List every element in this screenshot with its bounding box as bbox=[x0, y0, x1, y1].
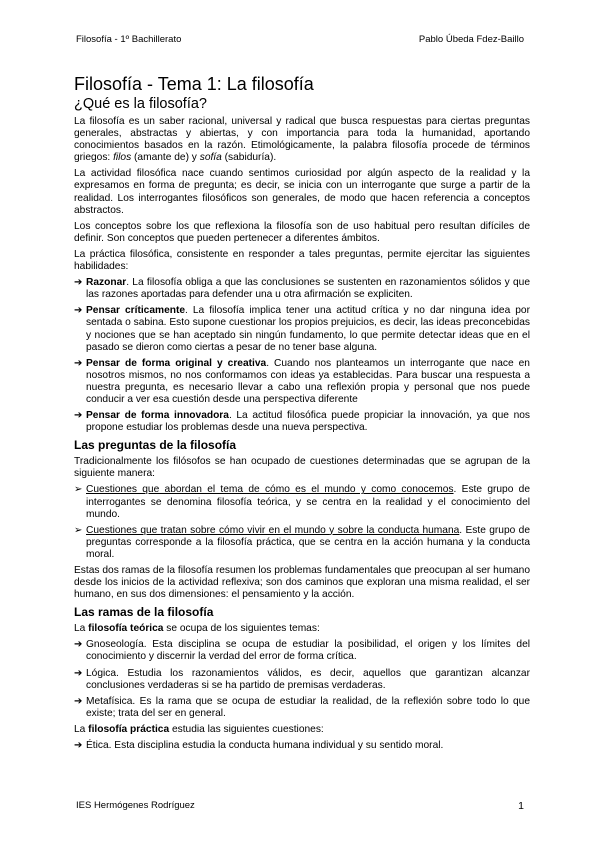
document-body bbox=[74, 74, 530, 756]
intro-paragraph-1: La filosofía es un saber racional, universal y radical que busca respuestas para ciertas preguntas generales, abstractas y abiertas, y con importancia para toda la humanidad, aportando conocimientos basados en la razón. Etimológicamente, la palabra filosofía procede de términos griegos: filos (amante de) y sofía (sabiduría). bbox=[74, 116, 530, 164]
section-heading-preguntas: Las preguntas de la filosofía bbox=[74, 438, 237, 453]
intro-paragraph-4: La práctica filosófica, consistente en responder a tales preguntas, permite ejercitar las siguientes habilidades: bbox=[74, 248, 530, 273]
skill-item: ➔ Razonar. La filosofía obliga a que las conclusiones se sustenten en razonamientos sólidos y que las razones aportadas para defender una u otra afirmación se expliciten. bbox=[74, 277, 530, 301]
page-subtitle: ¿Qué es la filosofía? bbox=[74, 96, 207, 112]
teorica-intro: La filosofía teórica se ocupa de los siguientes temas: bbox=[74, 623, 320, 635]
triangle-bullet-icon: ➢ bbox=[74, 524, 83, 536]
arrow-bullet-icon: ➔ bbox=[74, 277, 83, 289]
arrow-bullet-icon: ➔ bbox=[74, 357, 83, 369]
branch-item: ➔ Ética. Esta disciplina estudia la conducta humana individual y su sentido moral. bbox=[74, 740, 444, 752]
question-group-item: ➢ Cuestiones que abordan el tema de cómo es el mundo y como conocemos. Este grupo de interrogantes se denomina filosofía teórica, y se centra en la realidad y el conocimiento del mundo. bbox=[74, 484, 530, 520]
question-group-link[interactable]: Cuestiones que tratan sobre cómo vivir en el mundo y sobre la conducta humana bbox=[86, 524, 460, 536]
branch-item: ➔ Gnoseología. Esta disciplina se ocupa de estudiar la posibilidad, el origen y los límites del conocimiento y discernir la verdad del error de forma crítica. bbox=[74, 639, 530, 663]
page-title: Filosofía - Tema 1: La filosofía bbox=[74, 74, 314, 94]
intro-paragraph-3: Los conceptos sobre los que reflexiona la filosofía son de uso habitual pero resultan difíciles de definir. Son conceptos que pueden pertenecer a diferentes ámbitos. bbox=[74, 220, 530, 244]
page-number: 1 bbox=[518, 800, 524, 812]
question-group-link[interactable]: Cuestiones que abordan el tema de cómo es el mundo y como conocemos bbox=[86, 484, 454, 496]
arrow-bullet-icon: ➔ bbox=[74, 695, 83, 707]
arrow-bullet-icon: ➔ bbox=[74, 667, 83, 679]
triangle-bullet-icon: ➢ bbox=[74, 484, 83, 496]
question-group-item: ➢ Cuestiones que tratan sobre cómo vivir en el mundo y sobre la conducta humana. Este grupo de preguntas corresponde a la filosofía práctica, que se centra en la acción humana y la conducta moral. bbox=[74, 524, 530, 560]
branch-item: ➔ Metafísica. Es la rama que se ocupa de estudiar la realidad, de la reflexión sobre todo lo que existe; trata del ser en general. bbox=[74, 695, 530, 719]
footer-school: IES Hermógenes Rodríguez bbox=[76, 800, 195, 811]
header-author: Pablo Úbeda Fdez-Baillo bbox=[418, 34, 524, 45]
page-footer bbox=[76, 800, 524, 811]
skill-item: ➔ Pensar de forma original y creativa. Cuando nos planteamos un interrogante que nace en nosotros mismos, no nos conformamos con ideas ya establecidas. Para buscar una respuesta a nuestra pregunta, es necesario llevar a cabo una reflexión propia y personal que nos puede conducir a ver esa cuestión desde una perspectiva diferente bbox=[74, 357, 530, 405]
arrow-bullet-icon: ➔ bbox=[74, 740, 83, 752]
arrow-bullet-icon: ➔ bbox=[74, 305, 83, 317]
arrow-bullet-icon: ➔ bbox=[74, 639, 83, 651]
preguntas-closing: Estas dos ramas de la filosofía resumen los problemas fundamentales que preocupan al ser humano desde los inicios de la actividad reflexiva; son dos caminos que exploran una misma realidad, el ser humano, en sus dos dimensiones: el pensamiento y la acción. bbox=[74, 565, 530, 601]
skill-item: ➔ Pensar de forma innovadora. La actitud filosófica puede propiciar la innovación, ya que nos propone estudiar los problemas desde una nueva perspectiva. bbox=[74, 410, 530, 434]
skill-item: ➔ Pensar críticamente. La filosofía implica tener una actitud crítica y no dar ninguna idea por sentada o sabina. Esto supone cuestionar los propios prejuicios, es decir, las ideas preconcebidas y nociones que se han aceptado sin ningún fundamento, lo que permite detectar ideas que en el pasado se dieron como ciertas a pesar de no tener base alguna. bbox=[74, 305, 530, 353]
practica-intro: La filosofía práctica estudia las siguientes cuestiones: bbox=[74, 723, 324, 735]
section-heading-ramas: Las ramas de la filosofía bbox=[74, 605, 214, 620]
preguntas-intro: Tradicionalmente los filósofos se han ocupado de cuestiones determinadas que se agrupan de la siguiente manera: bbox=[74, 456, 530, 480]
intro-paragraph-2: La actividad filosófica nace cuando sentimos curiosidad por algún aspecto de la realidad y la expresamos en forma de pregunta; es decir, se inicia con un interrogante que surge a partir de la realidad. Los interrogantes filosóficos son generales, de modo que hacen referencia a conceptos abstractos. bbox=[74, 168, 530, 216]
header-course: Filosofía - 1º Bachillerato bbox=[76, 34, 182, 45]
page-header bbox=[76, 34, 524, 45]
arrow-bullet-icon: ➔ bbox=[74, 410, 83, 422]
branch-item: ➔ Lógica. Estudia los razonamientos válidos, es decir, aquellos que garantizan alcanzar conclusiones verdaderas si se ha partido de premisas verdaderas. bbox=[74, 667, 530, 691]
